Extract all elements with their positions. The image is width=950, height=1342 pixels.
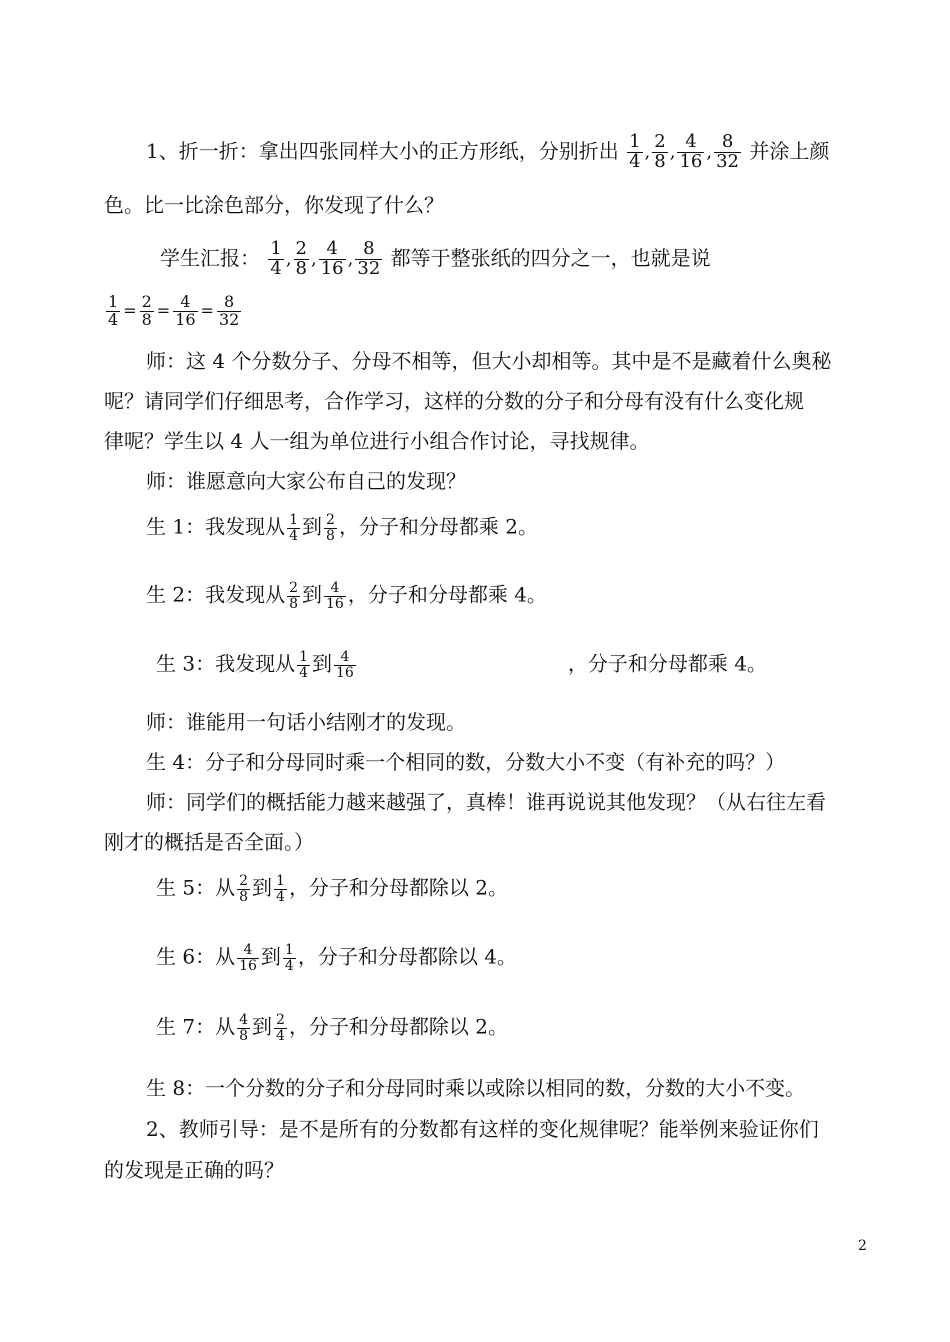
fraction: $\frac{1}{4}$	[108, 292, 119, 329]
paragraph-line: 色。比一比涂色部分，你发现了什么？	[104, 193, 444, 217]
student-1-line: 生 1：我发现从 $\frac{1}{4}$ 到 $\frac{2}{8}$ ，分子和分母都乘 2。	[146, 512, 539, 544]
paragraph-line: 生 4：分子和分母同时乘一个相同的数，分数大小不变（有补充的吗？）	[146, 750, 786, 774]
student-6-line: 生 6：从 $\frac{4}{16}$ 到 $\frac{1}{4}$ ，分子和分母都除以 4。	[156, 942, 517, 974]
separator: ,	[669, 141, 676, 163]
fraction: $\frac{1}{4}$	[289, 512, 299, 544]
paragraph-line: 生 8：一个分数的分子和分母同时乘以或除以相同的数，分数的大小不变。	[146, 1076, 806, 1100]
paragraph-line: 刚才的概括是否全面。）	[104, 830, 314, 854]
equals-sign: =	[156, 301, 171, 321]
paragraph-line: 2、教师引导：是不是所有的分数都有这样的变化规律呢？能举例来验证你们	[146, 1117, 819, 1141]
student-7-line: 生 7：从 $\frac{4}{8}$ 到 $\frac{2}{4}$ ，分子和分母都除以 2。	[156, 1012, 509, 1044]
separator: ,	[311, 248, 317, 270]
paragraph-line: 呢？请同学们仔细思考，合作学习，这样的分数的分子和分母有没有什么变化规	[104, 389, 804, 413]
student-3-line: 生 3：我发现从 $\frac{1}{4}$ 到 $\frac{4}{16}$ ，分子和分母都乘 4。	[156, 649, 767, 681]
equals-sign: =	[200, 301, 214, 321]
fraction: $\frac{2}{8}$	[239, 873, 249, 905]
fraction: $\frac{2}{8}$	[141, 292, 152, 329]
paragraph-line: 律呢？学生以 4 人一组为单位进行小组合作讨论，寻找规律。	[104, 429, 650, 453]
fraction: $\frac{4}{16}$	[320, 238, 344, 279]
separator: ,	[644, 141, 651, 163]
fraction: $\frac{1}{4}$	[276, 873, 285, 905]
student-5-line: 生 5：从 $\frac{2}{8}$ 到 $\frac{1}{4}$ ，分子和分母都除以 2。	[156, 873, 509, 905]
paragraph-line: 师：同学们的概括能力越来越强了，真棒！谁再说说其他发现？（从右往左看	[146, 790, 826, 814]
separator: ,	[285, 248, 292, 270]
student-2-line: 生 2：我发现从 $\frac{2}{8}$ 到 $\frac{4}{16}$ ，分子和分母都乘 4。	[146, 580, 547, 612]
fraction: $\frac{2}{8}$	[654, 131, 666, 172]
fraction: $\frac{4}{16}$	[239, 942, 257, 974]
fraction: $\frac{2}{8}$	[295, 238, 307, 279]
fraction: $\frac{4}{16}$	[679, 131, 703, 172]
separator: ,	[706, 141, 713, 163]
text-segment: 都等于整张纸的四分之一，也就是说	[390, 245, 711, 270]
separator: ,	[347, 248, 354, 270]
text-segment: 并涂上颜	[749, 138, 830, 163]
fraction: $\frac{1}{4}$	[270, 238, 282, 279]
fraction: $\frac{2}{8}$	[326, 512, 335, 544]
fraction: $\frac{4}{16}$	[326, 580, 344, 612]
fraction: $\frac{4}{16}$	[175, 292, 196, 329]
paragraph-line: 师：这 4 个分数分子、分母不相等，但大小却相等。其中是不是藏着什么奥秘	[146, 349, 832, 373]
paragraph-line: 师：谁能用一句话小结刚才的发现。	[146, 710, 466, 734]
equals-sign: =	[123, 301, 137, 321]
fraction: $\frac{1}{4}$	[284, 942, 294, 974]
fraction: $\frac{2}{4}$	[276, 1012, 285, 1044]
fraction-equation	[104, 294, 243, 329]
paragraph-student-report	[160, 240, 711, 279]
paragraph-line: 的发现是正确的吗？	[104, 1158, 284, 1182]
text-segment: 学生汇报：	[160, 245, 260, 270]
page-number: 2	[858, 1238, 867, 1254]
fraction: $\frac{8}{32}$	[357, 238, 381, 279]
fraction: $\frac{4}{8}$	[239, 1012, 249, 1044]
fraction: $\frac{4}{16}$	[336, 649, 354, 681]
fraction: $\frac{1}{4}$	[299, 649, 309, 681]
fraction: $\frac{1}{4}$	[629, 131, 641, 172]
paragraph-fold-task	[146, 133, 829, 172]
fraction: $\frac{2}{8}$	[289, 580, 299, 612]
fraction: $\frac{8}{32}$	[716, 131, 740, 172]
text-segment: 1、折一折：拿出四张同样大小的正方形纸，分别折出	[146, 138, 619, 163]
fraction: $\frac{8}{32}$	[218, 292, 240, 329]
paragraph-line: 师：谁愿意向大家公布自己的发现？	[146, 469, 466, 493]
